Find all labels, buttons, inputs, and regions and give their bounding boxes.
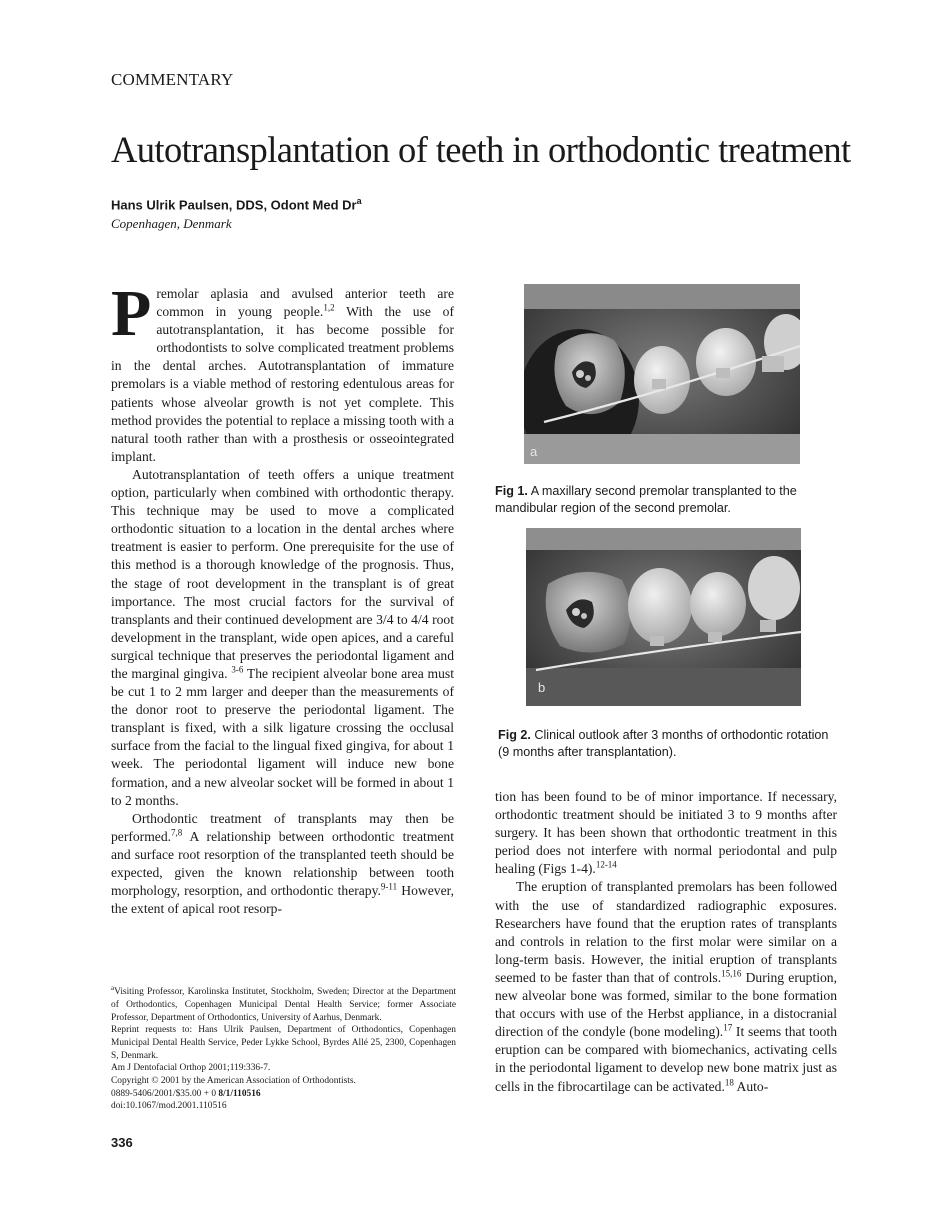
text-run: With the use of autotransplantation, it has become possible for orthodontists to solve complicated treatment problems in the dental arches. Autotransplantation of immature premolars is a viable method of restoring edentulous areas for patients whose alveolar growth is not yet complete. This method provides the potential to replace a missing tooth with a natural tooth rather than with a prosthesis or osseointegrated implant. — [111, 304, 454, 464]
footnote-doi: doi:10.1067/mod.2001.110516 — [111, 1101, 227, 1112]
body-column-left — [111, 277, 454, 918]
text-run: During eruption, new alveolar bone was formed, similar to the bone formation that occurs with use of the Herbst appliance, in a distocranial direction of the condyle (bone modeling). — [495, 969, 838, 1040]
footnote — [111, 982, 456, 1113]
page-number: 336 — [111, 1135, 133, 1150]
footnote-issn — [111, 1088, 456, 1101]
drop-cap: P — [111, 277, 152, 350]
figure-1-image — [524, 284, 800, 464]
figure-2-image — [526, 528, 801, 706]
figure-2-caption-text: Clinical outlook after 3 months of orthodontic rotation (9 months after transplantation). — [498, 728, 829, 759]
reference-superscript: 15,16 — [721, 968, 742, 979]
text-run: However, the extent of apical root resorp- — [111, 883, 454, 917]
text-run: Auto- — [733, 1078, 769, 1094]
reference-superscript: 3-6 — [231, 664, 244, 675]
footnote-superscript: a — [111, 984, 115, 992]
figure-1-label: Fig 1. — [495, 484, 528, 498]
text-run: tion has been found to be of minor importance. If necessary, orthodontic treatment should be initiated 3 to 9 months after surgery. It has been shown that orthodontic treatment in this period does not interfere with normal periodontal and pulp healing (Figs 1-4). — [495, 789, 837, 877]
text-run: The recipient alveolar bone area must be cut 1 to 2 mm larger and deeper than the measurements of the donor root to preserve the periodontal ligament. The transplant is fixed, with a silk ligature crossing the occlusal surface from the facial to the lingual fixed gingiva, for about 1 week. The periodontal ligament will induce new bone formation, and a new alveolar socket will be formed in about 1 to 2 months. — [111, 665, 454, 808]
footnote-reprint: Reprint requests to: Hans Ulrik Paulsen, Department of Orthodontics, Copenhagen Municipal Dental Health Service, Peder Lykke School, Byrdes Allé 25, 2300, Copenhagen S, Denmark. — [111, 1025, 456, 1061]
footnote-affiliation — [111, 982, 456, 1024]
figure-1-caption-text: A maxillary second premolar transplanted to the mandibular region of the second premolar. — [495, 484, 797, 515]
reference-superscript: 12-14 — [595, 859, 617, 870]
issn-code: 8/1/110516 — [218, 1088, 261, 1099]
figure-2-mark: b — [538, 680, 546, 695]
section-label: COMMENTARY — [111, 70, 234, 89]
figure-1-photo — [524, 284, 800, 464]
reference-superscript: 1,2 — [323, 302, 335, 313]
paragraph-5 — [495, 878, 837, 1095]
body-column-right — [495, 788, 837, 1096]
paragraph-4 — [495, 788, 837, 878]
paragraph-2 — [111, 466, 454, 810]
reference-superscript: 17 — [723, 1022, 733, 1033]
author-line — [111, 196, 362, 212]
paragraph-1 — [111, 277, 454, 466]
paragraph-3 — [111, 810, 454, 919]
figure-2-caption — [498, 727, 843, 760]
reference-superscript: 7,8 — [171, 827, 183, 838]
figure-1-caption — [495, 483, 840, 516]
reference-superscript: 18 — [724, 1076, 734, 1087]
text-run: Orthodontic treatment of transplants may then be performed. — [111, 810, 454, 844]
author-name: Hans Ulrik Paulsen, DDS, Odont Med Dr — [111, 197, 357, 213]
reference-superscript: 9-11 — [380, 881, 398, 892]
figure-2-label: Fig 2. — [498, 728, 531, 742]
text-run: remolar aplasia and avulsed anterior teeth are common in young people. — [156, 286, 454, 320]
author-superscript: a — [356, 196, 362, 206]
footnote-journal: Am J Dentofacial Orthop 2001;119:336-7. — [111, 1063, 271, 1074]
article-title: Autotransplantation of teeth in orthodontic treatment — [111, 129, 851, 170]
text-run: Autotransplantation of teeth offers a unique treatment option, particularly when combined with orthodontic therapy. This technique may be used to move a complicated orthodontic situation to a location in the dental arches where treatment is easier to perform. One prerequisite for the use of this method is a thorough knowledge of the prognosis. Thus, the stage of root development in the transplant is of great importance. The most crucial factors for the survival of transplants and their continued development are 3/4 to 4/4 root development in the transplant, wide open apices, and a careful surgical technique that preserves the periodontal ligament and the marginal gingiva. — [111, 466, 454, 681]
figure-2-photo — [526, 528, 801, 706]
footnote-text: Visiting Professor, Karolinska Institutet, Stockholm, Sweden; Director at the Department of Orthodontics, Copenhagen Municipal Dental Health Service; former Associate Professor, Department of Orthodontics, University of Aarhus, Denmark. — [111, 987, 456, 1023]
footnote-copyright: Copyright © 2001 by the American Association of Orthodontists. — [111, 1076, 356, 1087]
figure-1-mark: a — [530, 444, 538, 459]
text-run: A relationship between orthodontic treatment and surface root resorption of the transplanted teeth should be expected, given the known relationship between tooth morphology, resorption, and orthodontic therapy. — [111, 828, 454, 899]
issn-text: 0889-5406/2001/$35.00 + 0 — [111, 1088, 219, 1099]
text-run: The eruption of transplanted premolars has been followed with the use of standardized radiographic exposures. Researchers have found that the eruption rates of transplants and controls in relation to the first molar were similar on a long-term basis. However, the initial eruption of transplants seemed to be faster than that of controls. — [495, 879, 837, 985]
text-run: It seems that tooth eruption can be compared with biomechanics, activating cells in the periodontal ligament to develop new bone matrix just as cells in the fibrocartilage can be activated. — [495, 1024, 837, 1094]
author-affiliation: Copenhagen, Denmark — [111, 216, 232, 231]
